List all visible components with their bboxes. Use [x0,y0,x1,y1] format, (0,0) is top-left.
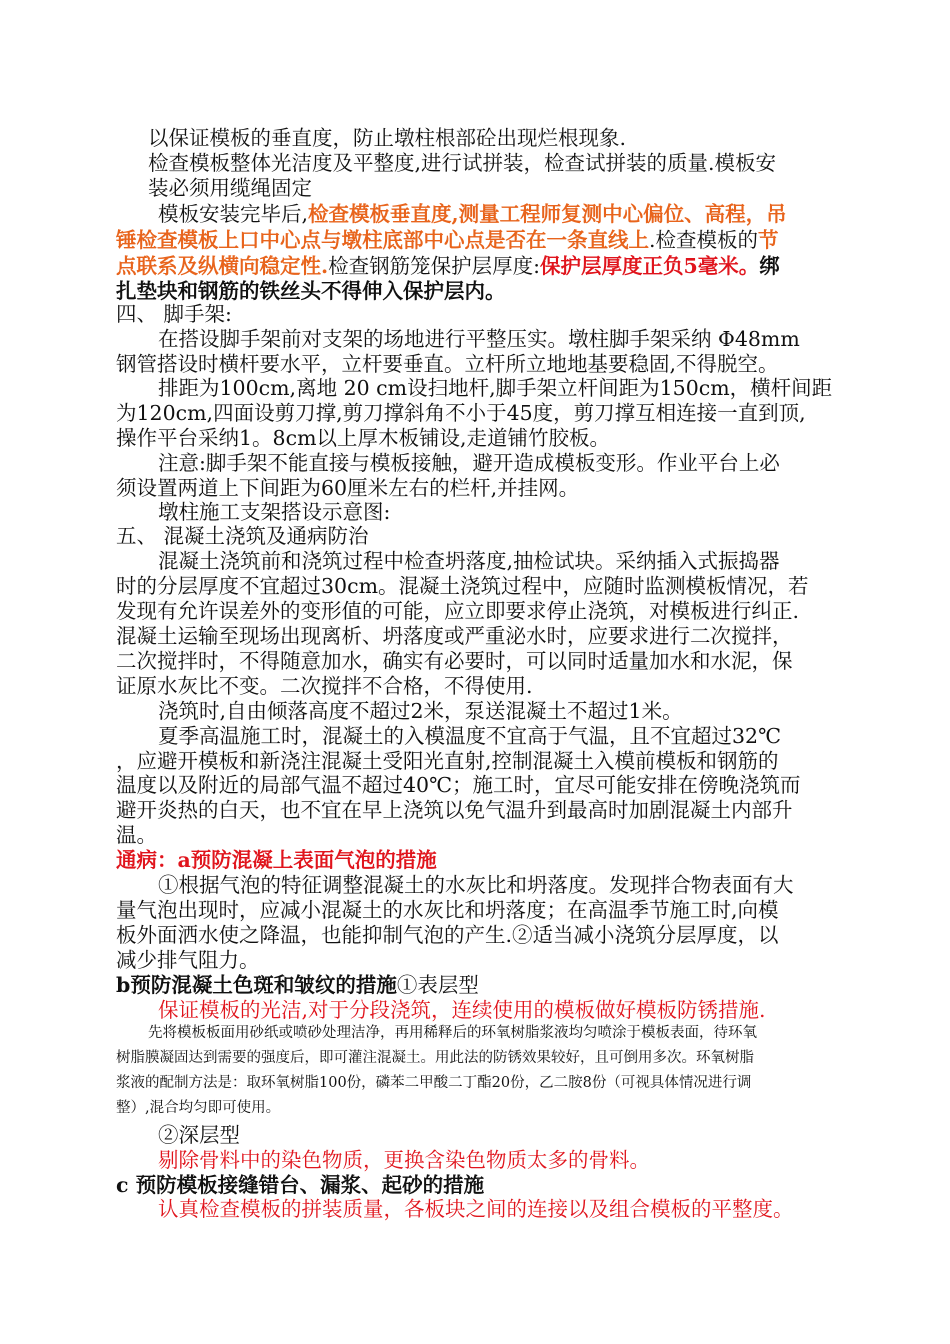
section-heading: 四、 脚手架: [116,302,232,326]
text-line: 装必须用缆绳固定 [148,176,312,200]
text-line: 发现有允许误差外的变形值的可能，应立即要求停止浇筑，对模板进行纠正. [116,599,800,623]
text-line: 操作平台采纳1。8cm以上厚木板铺设,走道铺竹胶板。 [116,426,611,450]
text-span-bold: 绑 [759,254,780,278]
subsection-heading-c: c 预防模板接缝错台、漏浆、起砂的措施 [116,1173,485,1197]
text-line [158,202,787,226]
text-line: 须设置两道上下间距为60厘米左右的栏杆,并挂网。 [116,476,580,500]
text-line: ②深层型 [158,1123,240,1147]
text-line: 墩柱施工支架搭设示意图: [158,500,391,524]
text-line: ，应避开模板和新浇注混凝土受阳光直射,控制混凝土入模前模板和钢筋的 [116,749,779,773]
text-span-bold: b预防混凝土色斑和皱纹的措施 [116,973,397,997]
text-line: 避开炎热的白天，也不宜在早上浇筑以免气温升到最高时加剧混凝土内部升 [116,798,793,822]
text-line: 减少排气阻力。 [116,948,260,972]
text-line: 混凝土运输至现场出现离析、坍落度或严重泌水时，应要求进行二次搅拌， [116,624,793,648]
highlight-orange: 锤检查模板上口中心点与墩柱底部中心点是否在一条直线上 [116,228,649,252]
text-line [116,228,779,252]
highlight-orange: 点联系及纵横向稳定性. [116,254,329,278]
text-line: 扎垫块和钢筋的铁丝头不得伸入保护层内。 [116,279,506,303]
text-line [116,254,780,278]
highlight-red: 保护层厚度正负5毫米。 [540,254,760,278]
small-text-line: 浆液的配制方法是：取环氧树脂100份，磷苯二甲酸二丁酯20份，乙二胺8份（可视具体情况进行调 [116,1075,752,1091]
highlight-red-line: 认真检查模板的拼装质量，各板块之间的连接以及组合模板的平整度。 [158,1197,794,1221]
subsection-heading-a: 通病：a预防混凝上表面气泡的措施 [116,848,437,872]
small-text-line: 整）,混合均匀即可使用。 [116,1100,281,1116]
small-text-line: 树脂膜凝固达到需要的强度后，即可灌注混凝土。用此法的防锈效果较好，且可倒用多次。环氧树脂 [116,1050,754,1066]
text-line: 二次搅拌时，不得随意加水，确实有必要时，可以同时适量加水和水泥，保 [116,649,793,673]
text-line: 板外面洒水使之降温，也能抑制气泡的产生.②适当减小浇筑分层厚度，以 [116,923,779,947]
subsection-heading-b [116,973,479,997]
highlight-red-line: 剔除骨料中的染色物质，更换含染色物质太多的骨料。 [158,1148,650,1172]
text-span: 检查钢筋笼保护层厚度: [328,254,541,278]
text-line: 在搭设脚手架前对支架的场地进行平整压实。墩柱脚手架采纳 Φ48mm [158,327,800,351]
text-line: 钢管搭设时横杆要水平，立杆要垂直。立杆所立地地基要稳固,不得脱空。 [116,352,779,376]
text-line: 量气泡出现时，应减小混凝土的水灰比和坍落度；在高温季节施工时,向模 [116,898,779,922]
text-line: 注意:脚手架不能直接与模板接触，避开造成模板变形。作业平台上必 [158,451,780,475]
text-line: 夏季高温施工时，混凝土的入模温度不宜高于气温，且不宜超过32℃ [158,724,782,748]
text-line: 温度以及附近的局部气温不超过40℃；施工时，宜尽可能安排在傍晚浇筑而 [116,773,801,797]
text-span: .检查模板的 [649,228,759,252]
text-line: 浇筑时,自由倾落高度不超过2米，泵送混凝土不超过1米。 [158,699,683,723]
highlight-orange: 节 [758,228,779,252]
text-line: 以保证模板的垂直度，防止墩柱根部砼出现烂根现象. [148,126,627,150]
text-line: ①根据气泡的特征调整混凝土的水灰比和坍落度。发现拌合物表面有大 [158,873,794,897]
text-line: 排距为100cm,离地 20 cm设扫地杆,脚手架立杆间距为150cm，横杆间距 [158,376,833,400]
text-span: ①表层型 [396,973,479,997]
section-heading: 五、 混凝土浇筑及通病防治 [116,524,369,548]
text-line: 混凝土浇筑前和浇筑过程中检查坍落度,抽检试块。采纳插入式振捣器 [158,549,780,573]
text-line: 为120cm,四面设剪刀撑,剪刀撑斜角不小于45度，剪刀撑互相连接一直到顶, [116,401,806,425]
text-line: 检查模板整体光洁度及平整度,进行试拼装，检查试拼装的质量.模板安 [148,151,777,175]
text-line: 证原水灰比不变。二次搅拌不合格，不得使用. [116,674,533,698]
text-span: 模板安装完毕后, [158,202,309,226]
highlight-orange: 检查模板垂直度,测量工程师复测中心偏位、高程，吊 [308,202,787,226]
small-text-line: 先将模板板面用砂纸或喷砂处理洁净，再用稀释后的环氧树脂浆液均匀喷涂于模板表面，待环氧 [148,1025,757,1041]
text-line: 时的分层厚度不宜超过30cm。混凝土浇筑过程中，应随时监测模板情况，若 [116,574,809,598]
text-line: 温。 [116,823,157,847]
highlight-red-line: 保证模板的光洁,对于分段浇筑，连续使用的模板做好模板防锈措施. [158,998,766,1022]
